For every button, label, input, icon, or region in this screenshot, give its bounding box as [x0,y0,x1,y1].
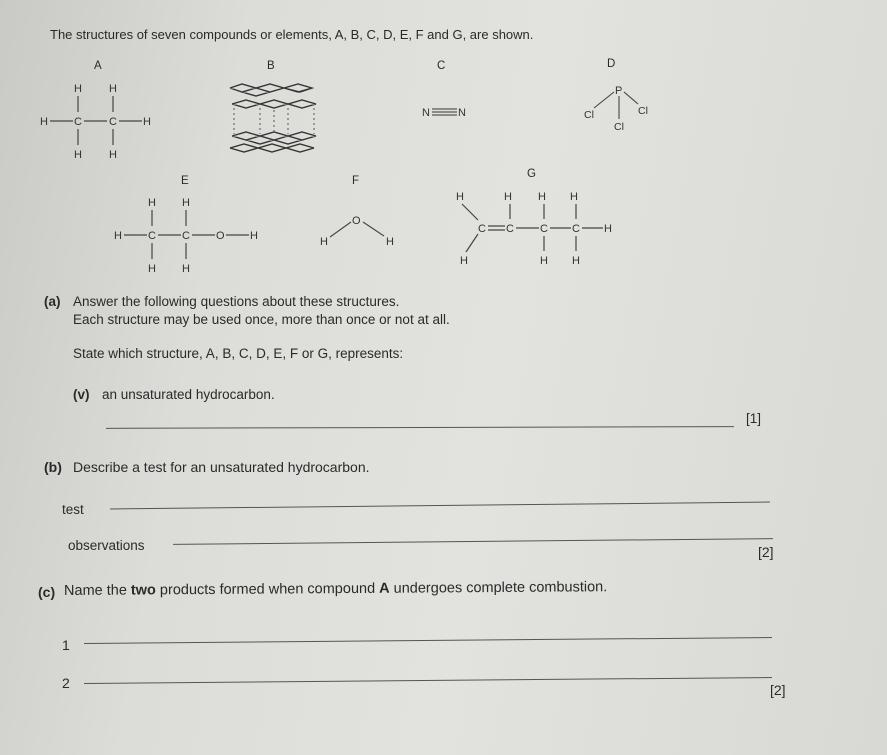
svg-text:H: H [40,116,48,128]
label-a: A [94,60,102,72]
structure-f-water [318,210,398,250]
label-b: B [267,60,275,72]
answer-item-1-label: 1 [62,637,70,653]
part-a-sub-label: (v) [73,387,90,402]
label-d: D [607,58,616,70]
svg-text:H: H [148,197,156,209]
part-b-text: Describe a test for an unsaturated hydrocarbon. [73,459,370,475]
svg-text:H: H [456,191,464,203]
svg-text:Cl: Cl [638,105,648,117]
svg-text:O: O [352,215,361,227]
label-g: G [527,168,536,180]
svg-text:C: C [182,230,190,242]
part-b-label: (b) [44,459,62,475]
svg-text:Cl: Cl [614,121,624,133]
svg-text:H: H [109,149,117,161]
svg-text:C: C [506,223,514,235]
svg-text:H: H [109,83,117,95]
svg-text:H: H [538,191,546,203]
svg-text:C: C [540,223,548,235]
svg-text:H: H [182,263,190,275]
observations-label: observations [68,538,145,553]
svg-text:H: H [386,236,394,248]
svg-text:H: H [143,116,151,128]
structure-a-ethane [40,78,170,163]
svg-text:C: C [478,223,486,235]
part-a-line2: Each structure may be used once, more than once or not at all. [73,312,450,327]
structure-d-pcl3 [580,82,660,134]
svg-text:H: H [114,230,122,242]
part-a-marks: [1] [746,411,762,426]
svg-text:H: H [570,191,578,203]
part-a-label: (a) [44,294,61,309]
svg-text:H: H [540,255,548,267]
test-label: test [62,502,84,517]
part-a-line3: State which structure, A, B, C, D, E, F or G, represents: [73,346,404,361]
svg-text:P: P [615,85,623,97]
label-e: E [181,175,189,187]
svg-text:H: H [182,197,190,209]
label-f: F [352,175,360,187]
svg-text:H: H [460,255,468,267]
svg-text:C: C [74,116,82,128]
label-c: C [437,60,446,72]
svg-text:H: H [320,236,328,248]
answer-item-2-label: 2 [62,675,70,691]
structure-g-propene [452,186,622,271]
part-c-text: Name the two products formed when compound A undergoes complete combustion. [63,579,608,599]
svg-text:H: H [572,255,580,267]
intro-text: The structures of seven compounds or elements, A, B, C, D, E, F and G, are shown. [50,27,534,42]
part-b-marks: [2] [758,544,774,560]
svg-text:C: C [109,116,117,128]
svg-text:H: H [604,223,612,235]
svg-text:O: O [216,230,225,242]
structure-e-ethanol [112,192,272,277]
svg-text:C: C [148,230,156,242]
part-c-label: (c) [38,584,56,600]
svg-text:H: H [148,263,156,275]
svg-text:H: H [74,83,82,95]
part-c-marks: [2] [770,682,786,698]
svg-text:N: N [422,107,430,119]
svg-text:C: C [572,223,580,235]
svg-text:H: H [74,149,82,161]
structure-b-graphite [222,82,322,158]
svg-text:H: H [504,191,512,203]
part-a-sub-text: an unsaturated hydrocarbon. [102,387,275,402]
svg-text:N: N [458,107,466,119]
svg-text:H: H [250,230,258,242]
svg-text:Cl: Cl [584,109,594,121]
structure-c-nitrogen [420,100,480,124]
part-a-line1: Answer the following questions about these structures. [73,294,400,309]
